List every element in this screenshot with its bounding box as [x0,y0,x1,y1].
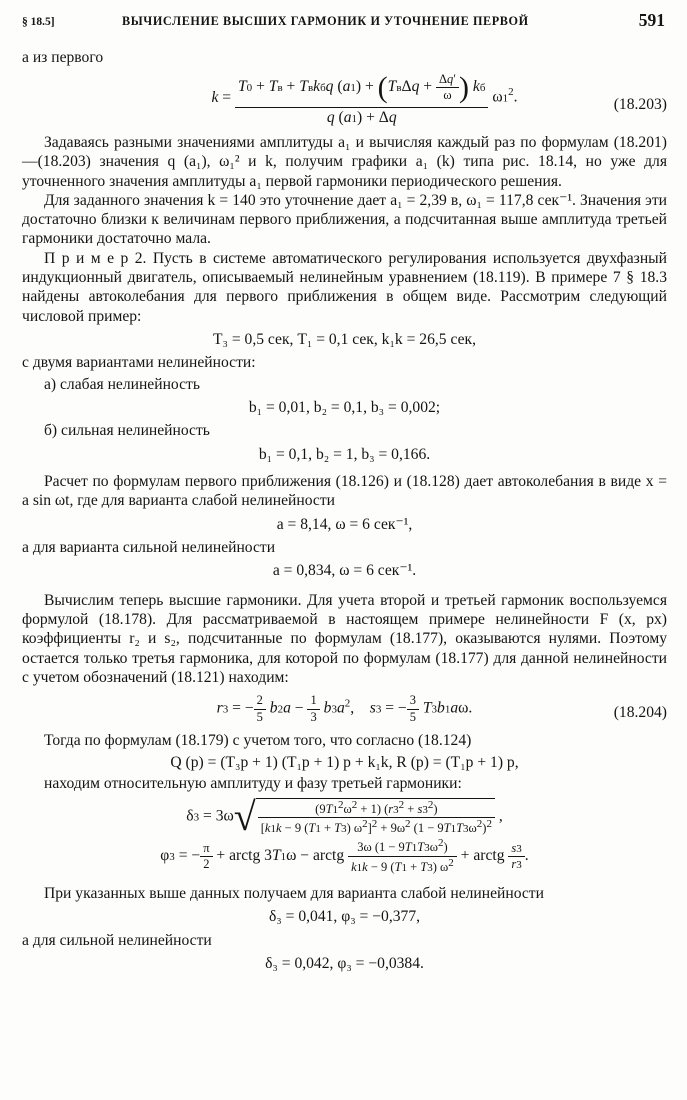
page-number: 591 [638,10,665,30]
paragraph-4: Расчет по формулам первого приближения (18.126) и (18.128) дает автоколебания в виде x = a sin ωt, где для варианта слабой нелинейности [22,473,667,510]
equation-number: (18.204) [613,704,667,722]
strong-third-harmonic: δ₃ = 0,042, φ₃ = −0,0384. [265,954,424,972]
paragraph-5: Вычислим теперь высшие гармоники. Для учета второй и третьей гармоник воспользуемся формулой (18.178). Для рассматриваемой в настоящем примере нелинейности F (x, px) коэффициенты r₂ и s₂, подсчитанные по формулам (18.177), оказываются нулями. Поэтому остается только третья гармоника, для которой по формулам (18.177) для данной нелинейности с учетом обозначений (18.121) находим: [22,591,667,687]
strong-result: a = 0,834, ω = 6 сек⁻¹. [272,562,417,580]
equation-number: (18.203) [613,96,667,114]
strong-intro: а для варианта сильной нелинейности [22,539,276,557]
qr-definition: Q (p) = (T₃p + 1) (T₁p + 1) p + k₁k, R (p) = (T₁p + 1) p, [170,753,519,771]
variant-a-values: b₁ = 0,01, b₂ = 0,1, b₃ = 0,002; [248,399,441,417]
paragraph-1: Задаваясь разными значениями амплитуды a₁ и вычисляя каждый раз по формулам (18.201)—(18.203) значения q (a₁), ω₁² и k, получим графики a₁ (k) типа рис. 18.14, но уже для уточненного значения амплитуды a₁ первой гармоники периодического решения. [22,133,667,190]
paragraph-7: находим относительную амплитуду и фазу третьей гармоники: [44,775,462,793]
weak-third-harmonic: δ₃ = 0,041, φ₃ = −0,377, [268,908,421,926]
paragraph-6: Тогда по формулам (18.179) с учетом того, что согласно (18.124) [44,732,472,750]
weak-result: a = 8,14, ω = 6 сек⁻¹, [276,515,413,533]
equation-18-204: r3 = − $\frac{2}{5}$ b2a − $\frac{1}{3}$ $b3a^2$, s3 = − $\frac{3}{5}$ T3b1aω. (18.204) [216,693,667,724]
two-variants-line: с двумя вариантами нелинейности: [22,354,256,372]
paragraph-2: Для заданного значения k = 140 это уточнение дает a₁ = 2,39 в, ω₁ = 117,8 сек⁻¹. Значения эти достаточно близки к величинам первого приближения, а подсчитанная выше амплитуда третьей гармоники достаточно мала. [22,191,667,248]
strong-third-intro: а для сильной нелинейности [22,931,212,949]
paragraph-3: П р и м е р 2. Пусть в системе автоматического регулирования используется двухфазный индукционный двигатель, описываемый нелинейным уравнением (18.119). В примере 7 § 18.3 найдены автоколебания для первого приближения в общем виде. Рассмотрим следующий числовой пример: [22,249,667,325]
running-header [22,12,667,48]
equation-18-203: k = T0 + Tв + Tвkбq (a1) + (TвΔq + $\frac{\Delta q'}{\omega}$ ) kб q (a1) + Δq $\omega 1^2$. (18.203) [211,71,667,126]
paragraph-8: При указанных выше данных получаем для варианта слабой нелинейности [44,884,544,902]
chapter-title: ВЫЧИСЛЕНИЕ ВЫСШИХ ГАРМОНИК И УТОЧНЕНИЕ ПЕРВОЙ [122,14,529,28]
example-label: П р и м е р 2. [44,249,147,267]
intro-line: а из первого [22,49,104,66]
delta3-formula: δ3 = 3ω√ $\frac{(9T1^2\omega^2 + 1) (r3^2 + s3^2)}{[k1k - 9 (T1 + T3) \omega^2]^2 + 9\omega^2 (1 - 9T1T3\omega^2)^2}$ , [186,794,503,840]
phi3-formula: φ3 = − $\frac{\pi}{2}$ + arctg 3T1ω − arctg $\frac{3\omega (1 - 9T1T3\omega^2)}{k1k - 9 (T1 + T3) \omega^2}$ + arctg $\frac{s3}{r3}$ . [160,837,529,875]
variant-a-label: а) слабая нелинейность [44,375,200,393]
variant-b-values: b₁ = 0,1, b₂ = 1, b₃ = 0,166. [258,445,431,463]
variant-b-label: б) сильная нелинейность [44,422,210,440]
section-ref: § 18.5] [22,16,55,28]
parameters-line: T₃ = 0,5 сек, T₁ = 0,1 сек, k₁k = 26,5 сек, [212,331,476,349]
